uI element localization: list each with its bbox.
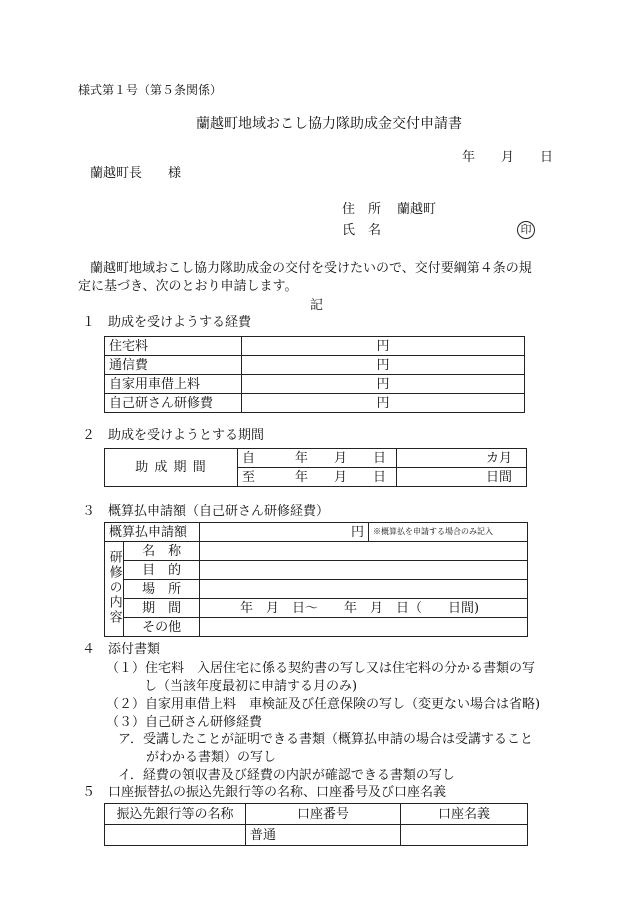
training-row-label: その他 bbox=[124, 618, 200, 637]
training-row-label: 場 所 bbox=[124, 580, 200, 599]
seal-mark: 印 bbox=[517, 221, 535, 239]
training-period-cell[interactable]: 年 月 日～ 年 月 日（ 日間) bbox=[200, 599, 528, 618]
section5-heading: ５ 口座振替払の振込先銀行等の名称、口座番号及び口座名義 bbox=[82, 785, 447, 800]
training-place-cell[interactable] bbox=[200, 580, 528, 599]
attachment-subitem: がわかる書類）の写し bbox=[146, 750, 277, 765]
expense-label: 住宅料 bbox=[105, 337, 242, 356]
expense-amount-cell[interactable]: 円 bbox=[242, 394, 525, 413]
training-row-label: 目 的 bbox=[124, 561, 200, 580]
to-label: 至 bbox=[242, 469, 256, 485]
expense-label: 自家用車借上料 bbox=[105, 375, 242, 394]
address-label: 住 所 bbox=[342, 202, 382, 217]
days-cell[interactable]: 日間 bbox=[397, 468, 527, 487]
section4-heading: ４ 添付書類 bbox=[82, 642, 161, 657]
attachment-item: （２）自家用車借上料 車検証及び任意保険の写し（変更ない場合は省略) bbox=[106, 697, 541, 712]
account-holder-cell[interactable] bbox=[401, 825, 528, 846]
expense-row bbox=[105, 375, 525, 394]
expense-amount-cell[interactable]: 円 bbox=[242, 356, 525, 375]
period-to[interactable] bbox=[238, 468, 397, 487]
to-month: 月 bbox=[334, 469, 348, 485]
attachment-item: （３）自己研さん研修経費 bbox=[106, 715, 263, 730]
expense-label: 自己研さん研修費 bbox=[105, 394, 242, 413]
expense-table bbox=[104, 336, 525, 413]
bank-name-header: 振込先銀行等の名称 bbox=[105, 804, 246, 825]
section2-heading: ２ 助成を受けようとする期間 bbox=[82, 428, 265, 443]
section3-heading: ３ 概算払申請額（自己研さん研修経費） bbox=[82, 504, 330, 519]
training-row-label: 名 称 bbox=[124, 542, 200, 561]
expense-row bbox=[105, 337, 525, 356]
ki-mark: 記 bbox=[310, 298, 324, 313]
account-holder-header: 口座名義 bbox=[401, 804, 528, 825]
training-other-cell[interactable] bbox=[200, 618, 528, 637]
document-title: 蘭越町地域おこし協力隊助成金交付申請書 bbox=[196, 116, 462, 132]
attachment-item: し（当該年度最初に申請する月のみ) bbox=[144, 679, 358, 694]
months-cell[interactable]: カ月 bbox=[397, 449, 527, 468]
form-number: 様式第１号（第５条関係） bbox=[78, 83, 223, 97]
bank-table bbox=[104, 803, 528, 846]
address-value: 蘭越町 bbox=[397, 202, 437, 217]
training-purpose-cell[interactable] bbox=[200, 561, 528, 580]
advance-note: ※概算払を申請する場合のみ記入 bbox=[369, 523, 528, 542]
account-number-header: 口座番号 bbox=[246, 804, 401, 825]
from-label: 自 bbox=[242, 450, 256, 466]
date-line: 年 月 日 bbox=[462, 150, 554, 165]
training-table bbox=[104, 522, 528, 637]
expense-amount-cell[interactable]: 円 bbox=[242, 375, 525, 394]
period-from[interactable] bbox=[238, 449, 397, 468]
expense-label: 通信費 bbox=[105, 356, 242, 375]
account-number-cell[interactable]: 普通 bbox=[246, 825, 401, 846]
advance-amount-cell[interactable]: 円 bbox=[200, 523, 369, 542]
section1-heading: １ 助成を受けようする経費 bbox=[82, 315, 252, 330]
expense-amount-cell[interactable]: 円 bbox=[242, 337, 525, 356]
addressee: 蘭越町長 様 bbox=[90, 166, 182, 181]
bank-name-cell[interactable] bbox=[105, 825, 246, 846]
period-label: 助 成 期 間 bbox=[105, 449, 238, 487]
advance-amount-label: 概算払申請額 bbox=[105, 523, 200, 542]
attachment-item: （１）住宅料 入居住宅に係る契約書の写し又は住宅料の分かる書類の写 bbox=[106, 661, 536, 676]
from-year: 年 bbox=[295, 450, 309, 466]
from-day: 日 bbox=[373, 450, 387, 466]
to-day: 日 bbox=[373, 469, 387, 485]
training-side-label: 研修の内容 bbox=[105, 542, 124, 637]
training-name-cell[interactable] bbox=[200, 542, 528, 561]
period-table bbox=[104, 448, 527, 487]
name-label: 氏 名 bbox=[342, 223, 382, 238]
attachment-subitem: イ．経費の領収書及び経費の内訳が確認できる書類の写し bbox=[118, 768, 455, 783]
training-row-label: 期 間 bbox=[124, 599, 200, 618]
intro-line-1: 蘭越町地域おこし協力隊助成金の交付を受けたいので、交付要綱第４条の規 bbox=[90, 261, 532, 276]
from-month: 月 bbox=[334, 450, 348, 466]
expense-row bbox=[105, 394, 525, 413]
intro-line-2: 定に基づき、次のとおり申請します。 bbox=[78, 279, 298, 294]
attachment-subitem: ア．受講したことが証明できる書類（概算払申請の場合は受講すること bbox=[118, 732, 533, 747]
expense-row bbox=[105, 356, 525, 375]
to-year: 年 bbox=[295, 469, 309, 485]
